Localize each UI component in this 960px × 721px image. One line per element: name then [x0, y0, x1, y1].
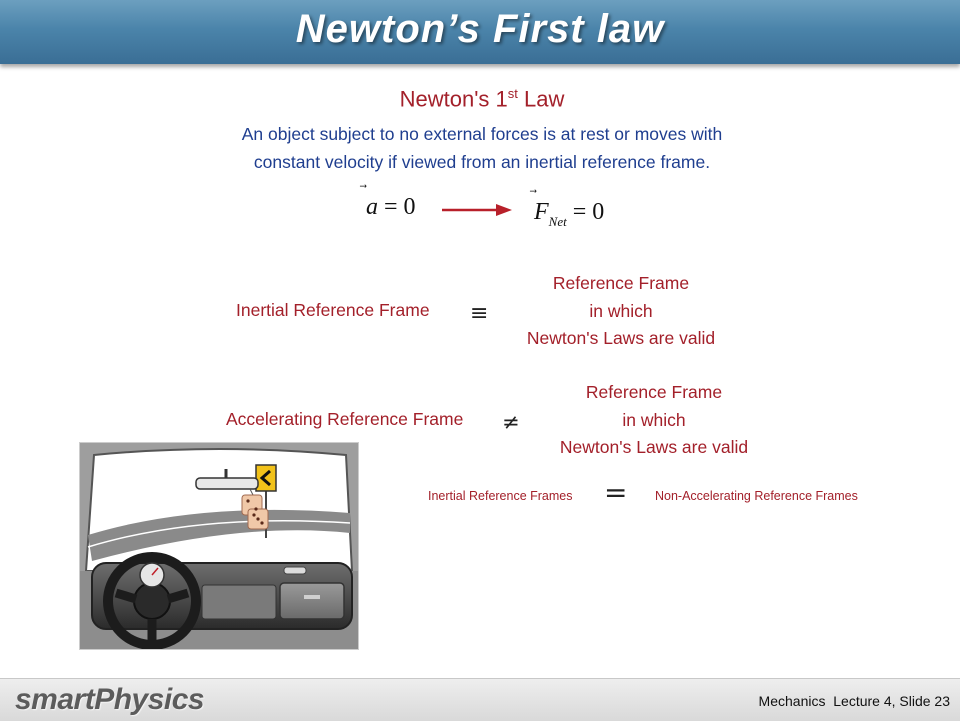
definition-line: Reference Frame — [552, 273, 690, 293]
not-equal-symbol: ≠ — [502, 410, 520, 434]
title-bar — [0, 0, 960, 64]
net-force-equation — [534, 199, 605, 229]
acceleration-equation — [366, 194, 416, 221]
equals-symbol: = — [604, 476, 628, 509]
law-heading-main: Newton's 1 — [399, 86, 508, 112]
law-statement — [200, 120, 764, 176]
definition-line: in which — [622, 409, 686, 430]
law-statement-line2: constant velocity if viewed from an inertial reference frame. — [253, 152, 711, 172]
force-symbol: F — [534, 199, 549, 225]
law-heading-sup: st — [507, 86, 518, 101]
slide-reference: Mechanics Lecture 4, Slide 23 — [758, 693, 950, 709]
definition-line: Newton's Laws are valid — [559, 437, 749, 457]
acceleration-symbol: a — [366, 194, 378, 220]
car-interior-illustration — [79, 442, 359, 650]
implies-arrow-icon — [440, 201, 514, 219]
acceleration-equals-zero: = 0 — [378, 194, 416, 220]
accelerating-frame-definition — [524, 379, 784, 462]
net-subscript: Net — [548, 214, 567, 229]
law-statement-line1: An object subject to no external forces is at rest or moves with — [241, 124, 723, 144]
definition-line: Newton's Laws are valid — [526, 328, 716, 348]
definition-line: Reference Frame — [585, 382, 723, 402]
law-heading-tail: Law — [517, 86, 565, 112]
definition-line: in which — [589, 300, 653, 321]
equivalent-symbol: ≡ — [470, 301, 489, 326]
inertial-frame-label: Inertial Reference Frame — [236, 300, 430, 320]
smartphysics-logo: smartPhysics — [15, 683, 205, 716]
force-equals-zero: = 0 — [566, 199, 605, 225]
slide-title: Newton’s First law — [295, 7, 665, 51]
footer-bar — [0, 678, 960, 721]
inertial-frame-definition — [491, 270, 751, 353]
inertial-frames-label: Inertial Reference Frames — [428, 489, 573, 503]
law-heading — [0, 86, 960, 112]
non-accelerating-frames-label: Non-Accelerating Reference Frames — [655, 489, 858, 503]
accelerating-frame-label: Accelerating Reference Frame — [226, 409, 464, 429]
